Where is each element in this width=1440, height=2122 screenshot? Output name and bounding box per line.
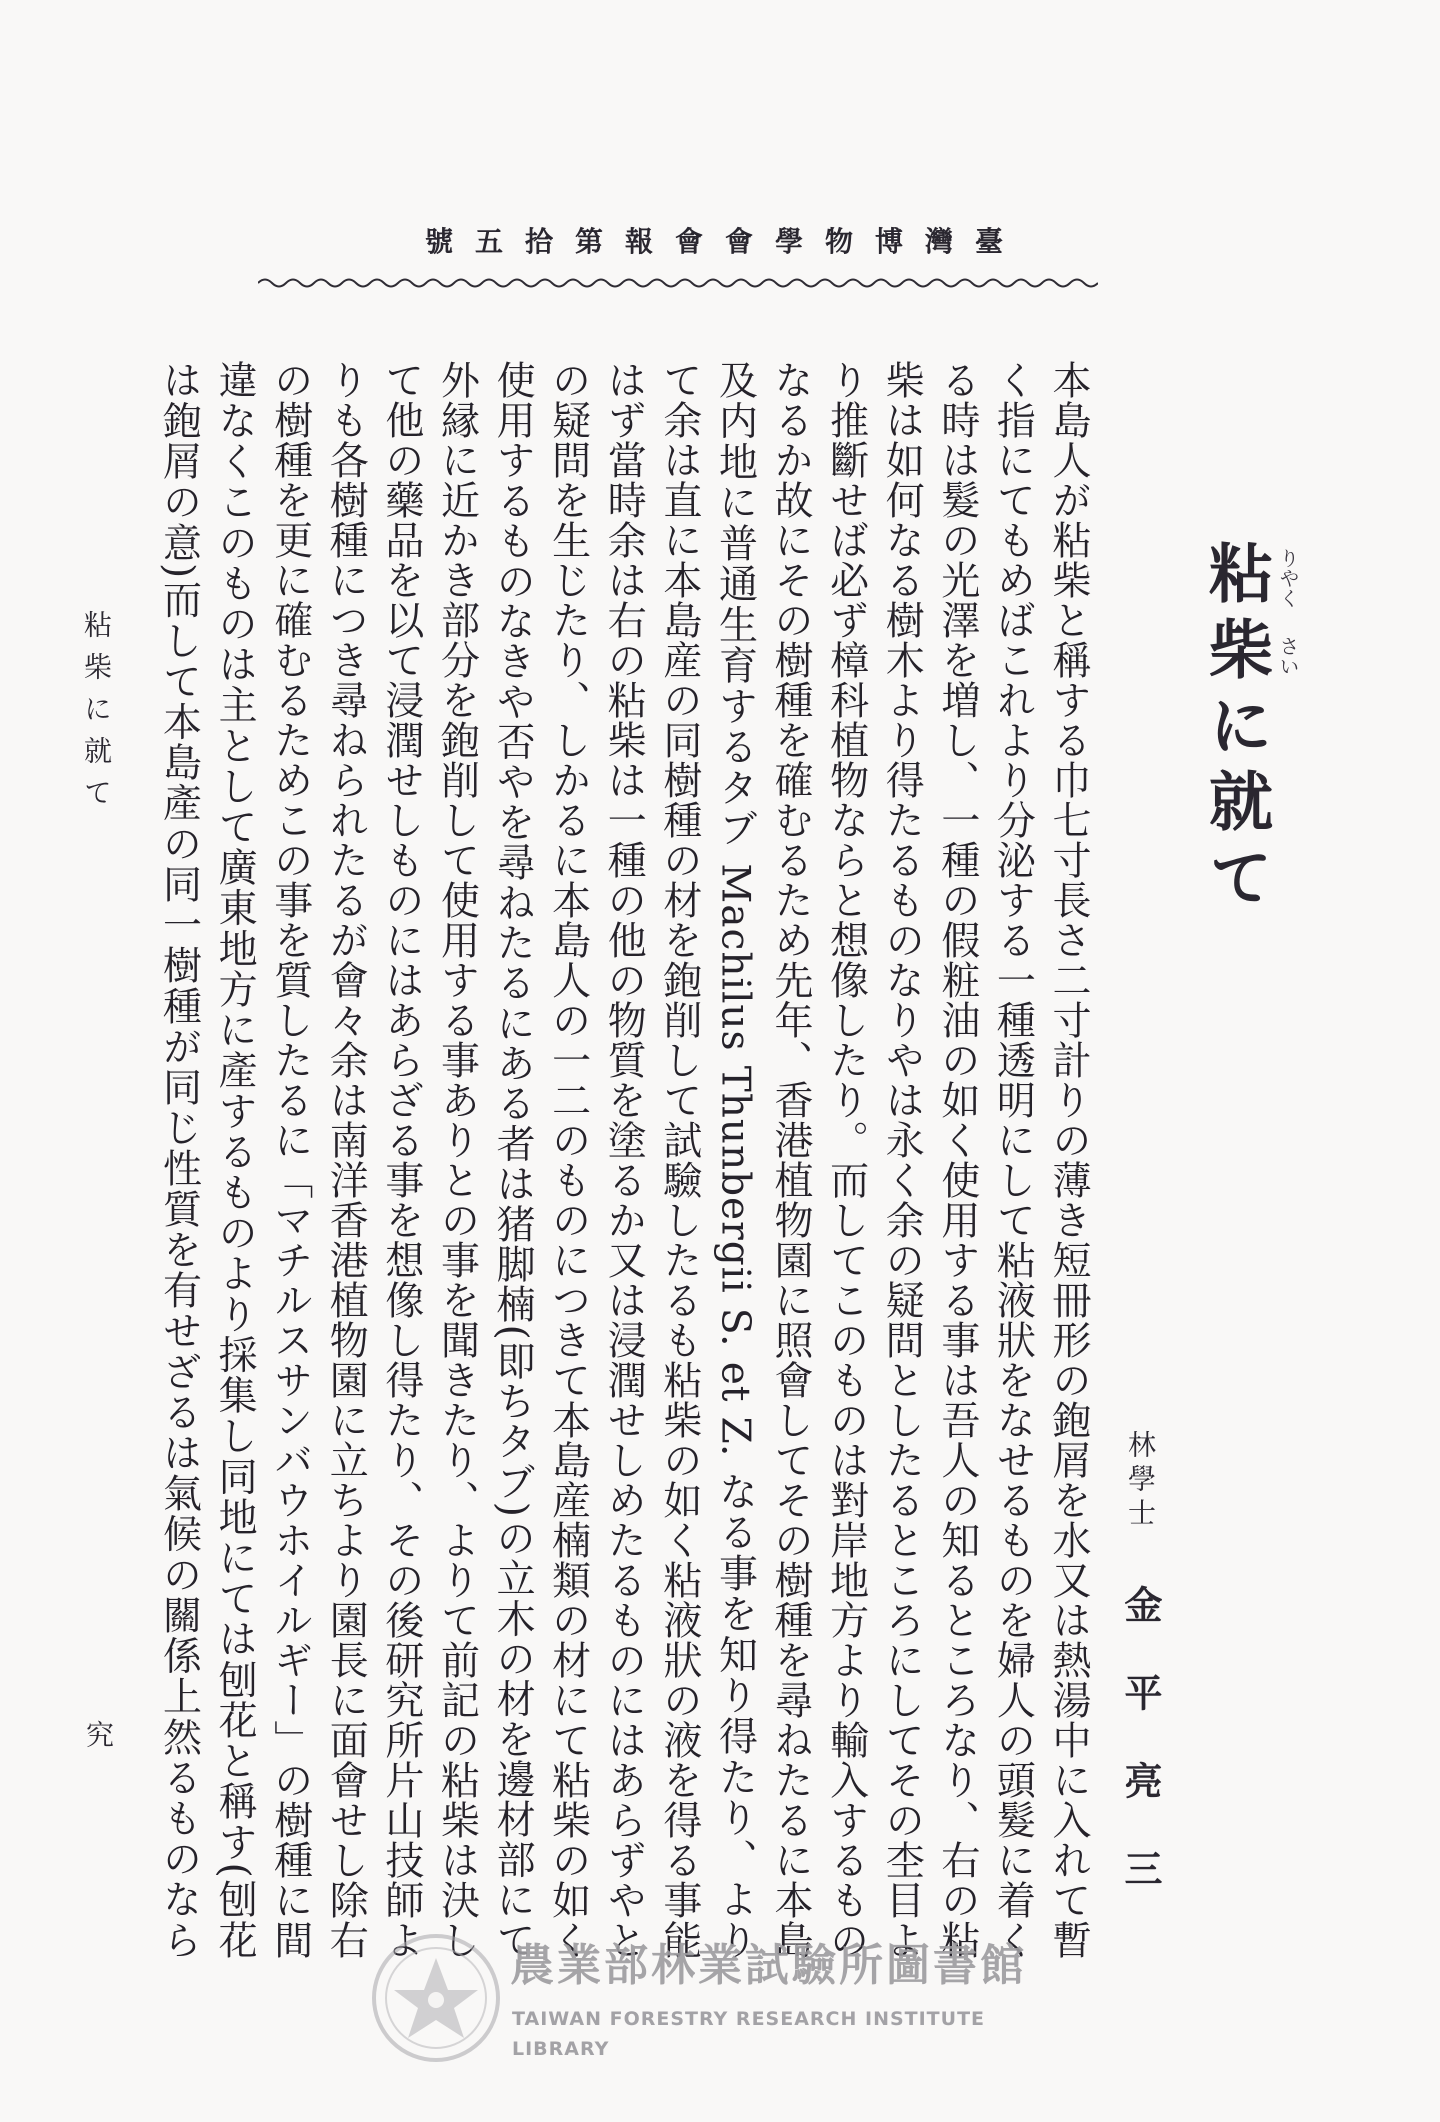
article-title: 粘柴に就て (1198, 540, 1273, 920)
page-number: 究 (82, 1720, 115, 1748)
title-ruby-first: りやく (1276, 548, 1300, 608)
forestry-institute-emblem-icon (366, 1928, 506, 2068)
watermark-library-name: 農業部林業試驗所圖書館 (510, 1940, 1027, 1991)
author-degree: 林學士 (1124, 1430, 1157, 1532)
author-name: 金平亮三 (1118, 1585, 1163, 1937)
article-body (152, 360, 1096, 1960)
running-footer-title: 粘柴に就て (80, 610, 113, 820)
body-paragraph: 本島人が粘柴と稱する巾七寸長さ二寸計りの薄き短冊形の鉋屑を水又は熱湯中に入れて暫く指にてもめばこれより分泌する一種透明にして粘液狀をなせるものを婦人の頭髮に着くる時は髮の光澤を増し、一種の假粧油の如く使用する事は吾人の知るところなり、右の粘柴は如何なる樹木より得たるものなりやは永く余の疑問としたるところにしてその杢目より推斷せば必ず樟科植物ならと想像したり。而してこのものは對岸地方より輸入するものなるか故にその樹種を確むるため先年、香港植物園に照會してその樹種を尋ねたるに本島及内地に普通生育するタブ Machilus Thunbergii S. et Z. なる事を知り得たり、よりて余は直に本島産の同樹種の材を鉋削して試驗したるも粘柴の如く粘液狀の液を得る事能はず當時余は右の粘柴は一種の他の物質を塗るか又は浸潤せしめたるものにはあらずやとの疑問を生じたり、しかるに本島人の一二のものにつきて本島産楠類の材にて粘柴の如く使用するものなきや否やを尋ねたるにある者は猪脚楠(即ちタブ)の立木の材を邊材部にて外縁に近かき部分を鉋削して使用する事ありとの事を聞きたり、よりて前記の粘柴は決して他の藥品を以て浸潤せしものにはあらざる事を想像し得たり、その後研究所片山技師よりも各樹種につき尋ねられたるが會々余は南洋香港植物園に立ちより園長に面會せし除右の樹種を更に確むるためこの事を質したるに「マチルスサンバウホイルギー」の樹種に間違なくこのものは主として廣東地方に產するものより採集し同地にては刨花と稱す(刨花は鉋屑の意)而して本島產の同一樹種が同じ性質を有せざるは氣候の關係上然るものなら (156, 360, 1091, 1960)
title-ruby-second: さい (1276, 636, 1300, 676)
watermark-library-english: TAIWAN FORESTRY RESEARCH INSTITUTE LIBRARY (512, 2008, 986, 2060)
header-wavy-rule (258, 276, 1098, 290)
journal-header: 臺灣博物學會會報第拾五號 (424, 225, 1025, 258)
